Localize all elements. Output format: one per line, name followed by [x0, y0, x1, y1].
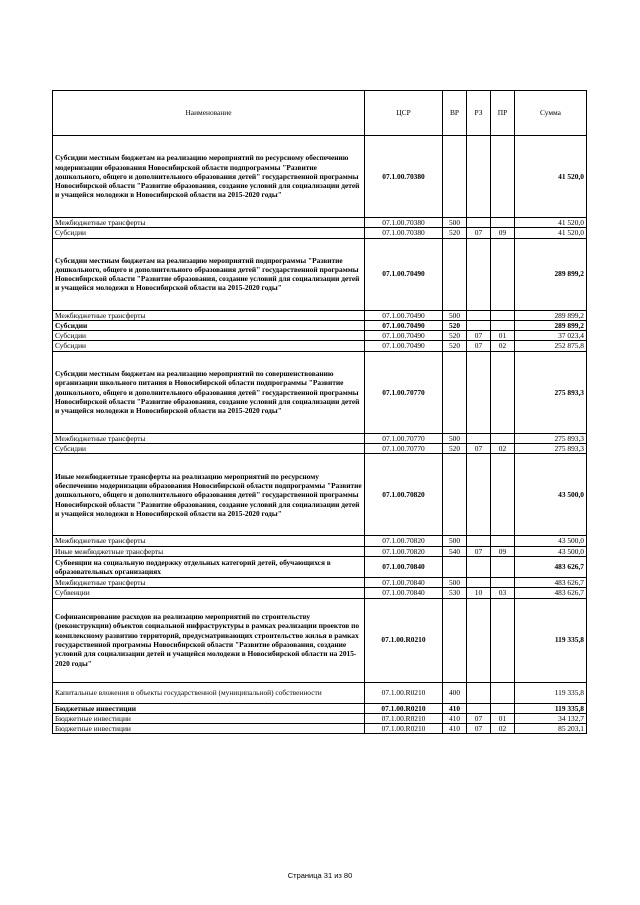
table-row: [53, 682, 587, 703]
cell-rz: [467, 556, 491, 577]
cell-pr: 02: [491, 341, 515, 351]
cell-csr: 07.1.00.R0210: [365, 682, 443, 703]
table-row: [53, 556, 587, 577]
cell-pr: 01: [491, 713, 515, 723]
cell-rz: [467, 536, 491, 546]
cell-vr: 410: [443, 713, 467, 723]
table-row: [53, 724, 587, 734]
table-row: [53, 433, 587, 443]
cell-pr: 09: [491, 546, 515, 556]
cell-rz: [467, 577, 491, 587]
table-header-row: [53, 91, 587, 136]
cell-pr: 03: [491, 588, 515, 598]
cell-pr: [491, 218, 515, 228]
cell-name: Субсидии: [53, 341, 365, 351]
cell-vr: [443, 454, 467, 536]
cell-vr: 520: [443, 331, 467, 341]
cell-name: Субвенции: [53, 588, 365, 598]
cell-name: Субвенции на социальную поддержку отдельных категорий детей, обучающихся в образовательных организациях: [53, 556, 365, 577]
cell-rz: [467, 238, 491, 310]
cell-pr: [491, 238, 515, 310]
cell-name: Капитальные вложения в объекты государственной (муниципальной) собственности: [53, 682, 365, 703]
budget-table: [52, 90, 587, 734]
cell-sum: 289 899,2: [515, 320, 587, 330]
cell-rz: 07: [467, 331, 491, 341]
cell-sum: 275 893,3: [515, 433, 587, 443]
cell-name: Субсидии: [53, 228, 365, 238]
cell-rz: [467, 310, 491, 320]
cell-csr: 07.1.00.70490: [365, 238, 443, 310]
cell-name: Иные межбюджетные трансферты: [53, 546, 365, 556]
table-row: [53, 238, 587, 310]
cell-vr: 520: [443, 228, 467, 238]
cell-name: Субсидии местным бюджетам на реализацию мероприятий подпрограммы "Развитие дошкольного, общего и дополнительного образования детей" государственной программы Новосибирской области "Развитие образования, создание условий для социализации детей и учащейся молодежи в Новосибирской области на 2015-2020 годы": [53, 238, 365, 310]
cell-rz: [467, 682, 491, 703]
cell-pr: [491, 577, 515, 587]
cell-csr: 07.1.00.70770: [365, 351, 443, 433]
cell-name: Межбюджетные трансферты: [53, 310, 365, 320]
cell-pr: 02: [491, 444, 515, 454]
cell-csr: 07.1.00.R0210: [365, 713, 443, 723]
cell-sum: 119 335,8: [515, 682, 587, 703]
cell-csr: 07.1.00.70490: [365, 341, 443, 351]
cell-vr: 500: [443, 310, 467, 320]
cell-rz: [467, 320, 491, 330]
header-pr: ПР: [491, 91, 515, 136]
table-body: [53, 136, 587, 734]
table-row: [53, 598, 587, 682]
cell-sum: 289 899,2: [515, 310, 587, 320]
cell-sum: 119 335,8: [515, 598, 587, 682]
table-row: [53, 588, 587, 598]
cell-name: Бюджетные инвестиции: [53, 724, 365, 734]
cell-pr: [491, 136, 515, 218]
cell-sum: 43 500,0: [515, 536, 587, 546]
cell-csr: 07.1.00.R0210: [365, 724, 443, 734]
table-row: [53, 320, 587, 330]
cell-vr: [443, 556, 467, 577]
cell-vr: 410: [443, 703, 467, 713]
cell-csr: 07.1.00.70770: [365, 433, 443, 443]
table-row: [53, 444, 587, 454]
cell-csr: 07.1.00.70380: [365, 136, 443, 218]
cell-sum: 37 023,4: [515, 331, 587, 341]
cell-csr: 07.1.00.70490: [365, 320, 443, 330]
cell-pr: 02: [491, 724, 515, 734]
cell-csr: 07.1.00.70820: [365, 536, 443, 546]
cell-rz: [467, 351, 491, 433]
cell-vr: 410: [443, 724, 467, 734]
cell-vr: 520: [443, 341, 467, 351]
cell-name: Субсидии местным бюджетам на реализацию мероприятий по совершенствованию организации школьного питания в Новосибирской области подпрограммы "Развитие дошкольного, общего и дополнительного образования детей" государственной программы Новосибирской области "Развитие образования, создание условий для социализации детей и учащейся молодежи в Новосибирской области на 2015-2020 годы": [53, 351, 365, 433]
cell-rz: 07: [467, 341, 491, 351]
cell-vr: 520: [443, 444, 467, 454]
header-rz: РЗ: [467, 91, 491, 136]
cell-rz: [467, 454, 491, 536]
table-row: [53, 351, 587, 433]
table-row: [53, 136, 587, 218]
cell-rz: [467, 433, 491, 443]
cell-vr: [443, 238, 467, 310]
cell-rz: 07: [467, 724, 491, 734]
cell-vr: 500: [443, 577, 467, 587]
cell-csr: 07.1.00.70840: [365, 556, 443, 577]
table-row: [53, 310, 587, 320]
cell-vr: 500: [443, 218, 467, 228]
table-row: [53, 703, 587, 713]
cell-csr: 07.1.00.70840: [365, 588, 443, 598]
cell-name: Бюджетные инвестиции: [53, 703, 365, 713]
cell-sum: 85 203,1: [515, 724, 587, 734]
table-row: [53, 331, 587, 341]
cell-sum: 483 626,7: [515, 556, 587, 577]
cell-rz: [467, 598, 491, 682]
cell-vr: 500: [443, 536, 467, 546]
cell-sum: 43 500,0: [515, 454, 587, 536]
cell-csr: 07.1.00.70840: [365, 577, 443, 587]
cell-name: Межбюджетные трансферты: [53, 218, 365, 228]
cell-sum: 119 335,8: [515, 703, 587, 713]
cell-vr: [443, 136, 467, 218]
cell-rz: 07: [467, 228, 491, 238]
cell-rz: 07: [467, 444, 491, 454]
cell-csr: 07.1.00.70490: [365, 310, 443, 320]
header-name: Наименование: [53, 91, 365, 136]
table-row: [53, 454, 587, 536]
cell-sum: 34 132,7: [515, 713, 587, 723]
cell-pr: [491, 310, 515, 320]
cell-pr: [491, 320, 515, 330]
cell-vr: [443, 351, 467, 433]
cell-sum: 275 893,3: [515, 351, 587, 433]
header-vr: ВР: [443, 91, 467, 136]
cell-pr: [491, 682, 515, 703]
cell-sum: 483 626,7: [515, 577, 587, 587]
cell-name: Софинансирование расходов на реализацию мероприятий по строительству (реконструкции) объектов социальной инфраструктуры в рамках реализации проектов по комплексному развитию территорий, предусматривающих строительство жилья в рамках государственной программы Новосибирской области "Развитие образования, создание условий для социализации детей и учащейся молодежи в Новосибирской области на 2015-2020 годы": [53, 598, 365, 682]
cell-rz: [467, 703, 491, 713]
cell-vr: 540: [443, 546, 467, 556]
cell-name: Бюджетные инвестиции: [53, 713, 365, 723]
cell-csr: 07.1.00.R0210: [365, 598, 443, 682]
cell-name: Межбюджетные трансферты: [53, 433, 365, 443]
cell-name: Субсидии: [53, 320, 365, 330]
cell-sum: 252 875,8: [515, 341, 587, 351]
cell-sum: 41 520,0: [515, 136, 587, 218]
cell-csr: 07.1.00.70770: [365, 444, 443, 454]
cell-rz: 07: [467, 546, 491, 556]
cell-vr: [443, 598, 467, 682]
cell-sum: 483 626,7: [515, 588, 587, 598]
cell-pr: [491, 598, 515, 682]
cell-sum: 289 899,2: [515, 238, 587, 310]
table-row: [53, 341, 587, 351]
table-row: [53, 218, 587, 228]
cell-vr: 400: [443, 682, 467, 703]
table-row: [53, 713, 587, 723]
cell-pr: [491, 454, 515, 536]
cell-pr: 09: [491, 228, 515, 238]
cell-name: Субсидии местным бюджетам на реализацию мероприятий по ресурсному обеспечению модернизации образования Новосибирской области подпрограммы "Развитие дошкольного, общего и дополнительного образования детей" государственной программы Новосибирской области "Развитие образования, создание условий для социализации детей и учащейся молодежи в Новосибирской области на 2015-2020 годы": [53, 136, 365, 218]
cell-vr: 520: [443, 320, 467, 330]
page-number: Страница 31 из 80: [287, 871, 353, 880]
cell-sum: 43 500,0: [515, 546, 587, 556]
cell-pr: 01: [491, 331, 515, 341]
cell-csr: 07.1.00.70820: [365, 546, 443, 556]
table-row: [53, 546, 587, 556]
cell-vr: 500: [443, 433, 467, 443]
cell-pr: [491, 703, 515, 713]
cell-name: Субсидии: [53, 331, 365, 341]
cell-name: Субсидии: [53, 444, 365, 454]
cell-vr: 530: [443, 588, 467, 598]
header-csr: ЦСР: [365, 91, 443, 136]
cell-rz: [467, 136, 491, 218]
cell-csr: 07.1.00.70820: [365, 454, 443, 536]
cell-sum: 275 893,3: [515, 444, 587, 454]
cell-rz: 07: [467, 713, 491, 723]
cell-pr: [491, 556, 515, 577]
cell-name: Иные межбюджетные трансферты на реализацию мероприятий по ресурсному обеспечению модернизации образования Новосибирской области подпрограммы "Развитие дошкольного, общего и дополнительного образования детей" государственной программы Новосибирской области "Развитие образования, создание условий для социализации детей и учащейся молодежи в Новосибирской области на 2015-2020 годы": [53, 454, 365, 536]
cell-pr: [491, 433, 515, 443]
table-row: [53, 228, 587, 238]
cell-sum: 41 520,0: [515, 218, 587, 228]
cell-rz: 10: [467, 588, 491, 598]
cell-csr: 07.1.00.R0210: [365, 703, 443, 713]
cell-name: Межбюджетные трансферты: [53, 577, 365, 587]
cell-sum: 41 520,0: [515, 228, 587, 238]
cell-name: Межбюджетные трансферты: [53, 536, 365, 546]
cell-pr: [491, 351, 515, 433]
header-sum: Сумма: [515, 91, 587, 136]
table-row: [53, 536, 587, 546]
cell-rz: [467, 218, 491, 228]
cell-csr: 07.1.00.70380: [365, 228, 443, 238]
table-row: [53, 577, 587, 587]
cell-csr: 07.1.00.70490: [365, 331, 443, 341]
cell-pr: [491, 536, 515, 546]
cell-csr: 07.1.00.70380: [365, 218, 443, 228]
